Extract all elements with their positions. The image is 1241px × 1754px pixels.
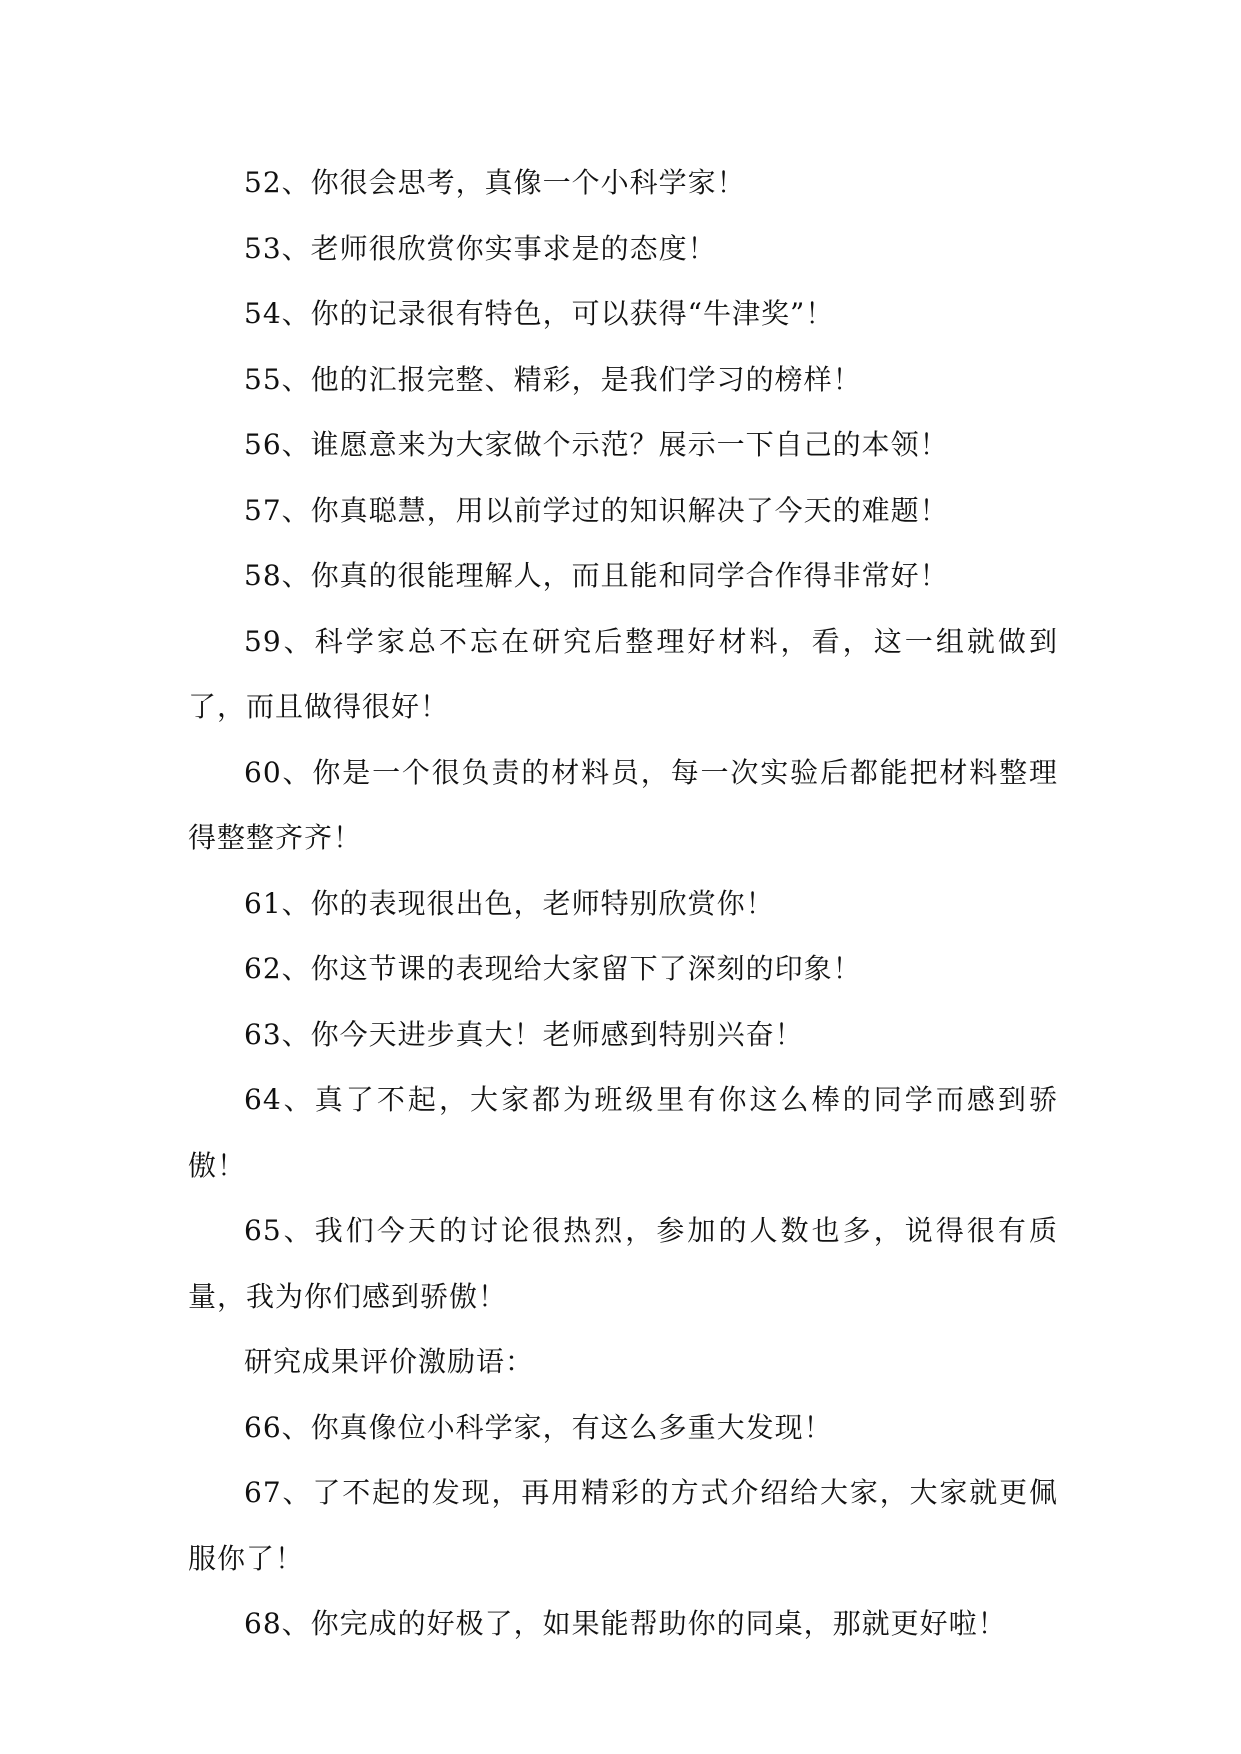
praise-item-64: 64、真了不起，大家都为班级里有你这么棒的同学而感到骄傲！ — [188, 1083, 1058, 1182]
document-body — [188, 150, 1058, 1657]
praise-item-55: 55、他的汇报完整、精彩，是我们学习的榜样！ — [244, 362, 862, 396]
praise-item-61: 61、你的表现很出色，老师特别欣赏你！ — [244, 886, 775, 920]
praise-item-67: 67、了不起的发现，再用精彩的方式介绍给大家，大家就更佩服你了！ — [188, 1476, 1058, 1575]
praise-item-62: 62、你这节课的表现给大家留下了深刻的印象！ — [244, 952, 862, 985]
praise-item-68: 68、你完成的好极了，如果能帮助你的同桌，那就更好啦！ — [244, 1607, 1007, 1640]
praise-item-58: 58、你真的很能理解人，而且能和同学合作得非常好！ — [244, 559, 949, 592]
praise-item-63: 63、你今天进步真大！老师感到特别兴奋！ — [244, 1017, 804, 1051]
praise-item-53: 53、老师很欣赏你实事求是的态度！ — [244, 231, 717, 265]
praise-item-52: 52、你很会思考，真像一个小科学家！ — [244, 166, 746, 199]
praise-item-57: 57、你真聪慧，用以前学过的知识解决了今天的难题！ — [244, 493, 949, 527]
praise-item-56: 56、谁愿意来为大家做个示范？展示一下自己的本领！ — [244, 428, 949, 461]
praise-item-59: 59、科学家总不忘在研究后整理好材料，看，这一组就做到了，而且做得很好！ — [188, 624, 1058, 723]
section-heading: 研究成果评价激励语： — [244, 1345, 535, 1378]
praise-item-60: 60、你是一个很负责的材料员，每一次实验后都能把材料整理得整整齐齐！ — [188, 755, 1058, 854]
praise-item-54: 54、你的记录很有特色，可以获得“牛津奖”！ — [244, 297, 835, 330]
praise-item-65: 65、我们今天的讨论很热烈，参加的人数也多，说得很有质量，我为你们感到骄傲！ — [188, 1214, 1058, 1313]
praise-item-66: 66、你真像位小科学家，有这么多重大发现！ — [244, 1410, 833, 1444]
